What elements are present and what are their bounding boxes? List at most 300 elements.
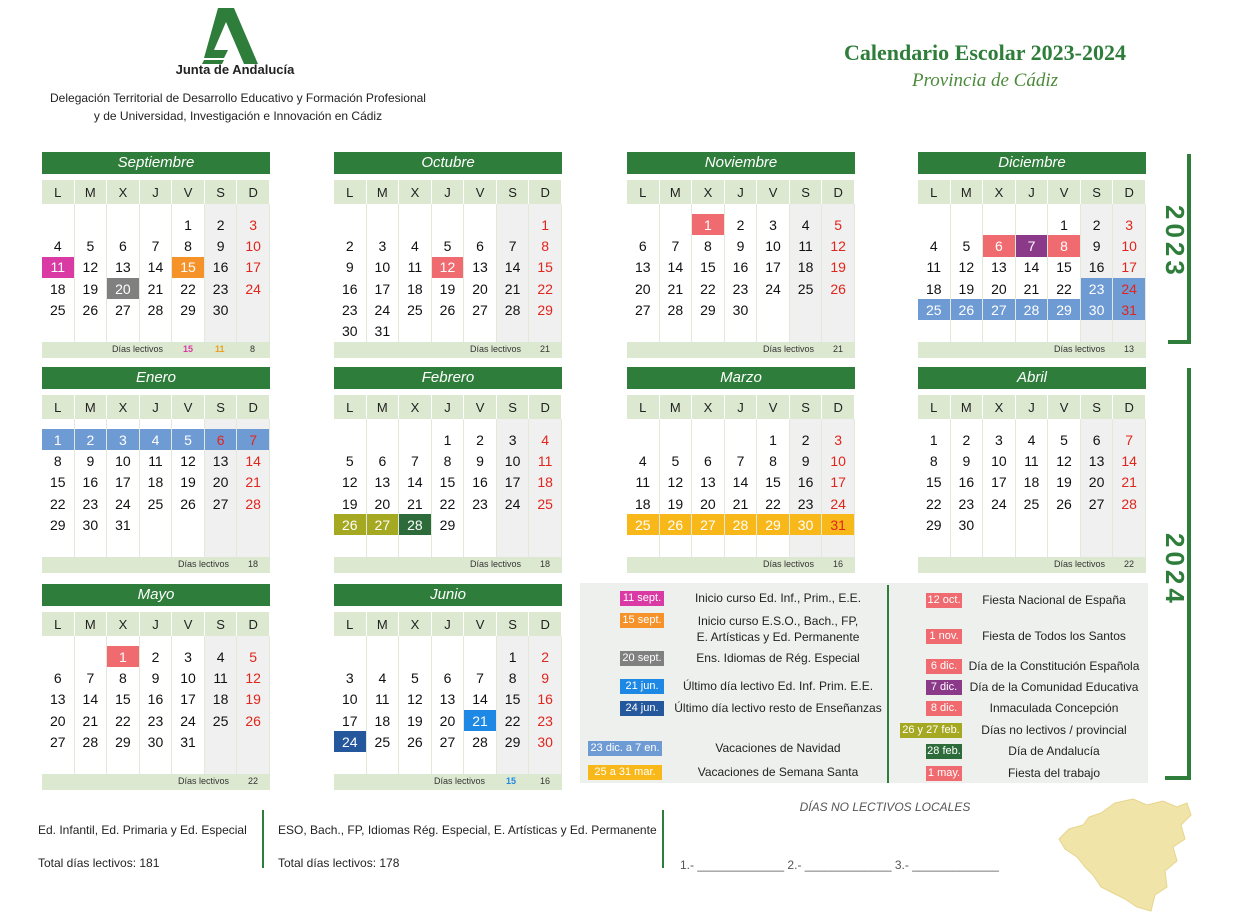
legend-tag: 23 dic. a 7 en. — [588, 741, 662, 756]
day-cell: 22 — [42, 493, 75, 514]
empty-cell — [140, 214, 173, 235]
empty-cell — [432, 320, 465, 341]
day-cell: 25 — [399, 299, 432, 320]
days-lective-label: Días lectivos — [1054, 558, 1106, 569]
spacer — [464, 636, 497, 646]
empty-cell — [497, 752, 530, 773]
legend-tag: 26 y 27 feb. — [900, 723, 962, 738]
day-cell: 30 — [334, 320, 367, 341]
empty-cell — [205, 320, 238, 341]
spacer — [918, 204, 951, 214]
day-cell: 19 — [334, 493, 367, 514]
empty-cell — [432, 752, 465, 773]
empty-cell — [399, 646, 432, 667]
day-cell: 3 — [367, 235, 400, 256]
legend-text: Fiesta de Todos los Santos — [982, 629, 1126, 643]
empty-cell — [529, 752, 562, 773]
spacer — [497, 204, 530, 214]
legend-text: Último día lectivo Ed. Inf. Prim. E.E. — [682, 679, 874, 693]
days-lective-count: 21 — [833, 343, 844, 354]
days-lective-count: 18 — [540, 558, 551, 569]
empty-cell — [75, 535, 108, 556]
spacer — [75, 419, 108, 429]
weekday-label: D — [529, 395, 562, 419]
legend-text: Fiesta Nacional de España — [982, 593, 1126, 607]
day-cell: 21 — [237, 472, 270, 493]
year-bracket-2024-foot — [1165, 776, 1191, 780]
empty-cell — [432, 214, 465, 235]
spacer — [497, 419, 530, 429]
days-lective-count: 18 — [248, 558, 259, 569]
empty-cell — [627, 429, 660, 450]
legend-tag: 21 jun. — [620, 679, 664, 694]
day-cell: 18 — [367, 710, 400, 731]
legend-tag: 7 dic. — [926, 680, 962, 695]
day-cell: 26 — [660, 514, 693, 535]
weekday-label: D — [822, 180, 855, 204]
day-cell: 22 — [497, 710, 530, 731]
day-cell: 15 — [529, 257, 562, 278]
day-cell: 20 — [464, 278, 497, 299]
day-cell: 2 — [140, 646, 173, 667]
day-cell: 23 — [725, 278, 758, 299]
day-cell: 8 — [529, 235, 562, 256]
empty-cell — [1113, 514, 1146, 535]
empty-cell — [660, 535, 693, 556]
day-cell: 17 — [1113, 257, 1146, 278]
day-cell: 24 — [757, 278, 790, 299]
day-cell: 24 — [1113, 278, 1146, 299]
day-cell: 2 — [1081, 214, 1114, 235]
day-cell: 15 — [918, 472, 951, 493]
day-cell: 16 — [1081, 257, 1114, 278]
day-cell: 10 — [822, 450, 855, 471]
legend-text: Fiesta del trabajo — [1007, 766, 1101, 780]
day-cell: 9 — [951, 450, 984, 471]
empty-cell — [1113, 535, 1146, 556]
empty-cell — [399, 535, 432, 556]
day-cell: 4 — [790, 214, 823, 235]
day-cell: 14 — [725, 472, 758, 493]
spacer — [334, 204, 367, 214]
legend-text: Día de la Constitución Española — [968, 659, 1140, 673]
spacer — [140, 419, 173, 429]
day-cell: 3 — [822, 429, 855, 450]
day-cell: 9 — [1081, 235, 1114, 256]
empty-cell — [75, 646, 108, 667]
legend-tag: 15 sept. — [620, 613, 664, 628]
day-cell: 2 — [205, 214, 238, 235]
day-cell: 7 — [1113, 429, 1146, 450]
empty-cell — [107, 535, 140, 556]
days-lective-count: 16 — [540, 775, 551, 786]
empty-cell — [334, 429, 367, 450]
day-cell: 12 — [334, 472, 367, 493]
day-cell: 28 — [140, 299, 173, 320]
day-cell: 12 — [399, 689, 432, 710]
day-cell: 26 — [951, 299, 984, 320]
spacer — [1016, 419, 1049, 429]
weekday-label: S — [790, 180, 823, 204]
month-may — [42, 584, 270, 790]
spacer — [140, 636, 173, 646]
day-cell: 14 — [1113, 450, 1146, 471]
day-cell: 14 — [464, 689, 497, 710]
day-cell: 18 — [140, 472, 173, 493]
day-cell: 2 — [464, 429, 497, 450]
day-cell: 28 — [660, 299, 693, 320]
day-cell: 21 — [399, 493, 432, 514]
day-cell: 31 — [172, 731, 205, 752]
day-cell: 27 — [983, 299, 1016, 320]
day-cell: 9 — [464, 450, 497, 471]
day-cell: 17 — [367, 278, 400, 299]
month-title: Junio — [334, 584, 562, 606]
empty-cell — [172, 535, 205, 556]
weekday-label: D — [1113, 180, 1146, 204]
day-cell: 27 — [107, 299, 140, 320]
spacer — [205, 419, 238, 429]
day-cell: 8 — [757, 450, 790, 471]
days-lective-label: Días lectivos — [1054, 343, 1106, 354]
empty-cell — [399, 752, 432, 773]
empty-cell — [464, 646, 497, 667]
spacer — [399, 204, 432, 214]
day-cell: 1 — [757, 429, 790, 450]
day-cell: 22 — [107, 710, 140, 731]
day-cell: 21 — [1113, 472, 1146, 493]
day-cell: 29 — [432, 514, 465, 535]
day-cell: 27 — [205, 493, 238, 514]
spacer — [757, 419, 790, 429]
weekday-label: M — [75, 180, 108, 204]
spacer — [660, 204, 693, 214]
day-cell: 6 — [432, 667, 465, 688]
day-cell: 19 — [660, 493, 693, 514]
empty-cell — [725, 429, 758, 450]
empty-cell — [725, 535, 758, 556]
weekday-label: J — [140, 395, 173, 419]
legend-text: Vacaciones de Semana Santa — [697, 765, 859, 779]
day-cell: 16 — [75, 472, 108, 493]
day-cell: 11 — [140, 450, 173, 471]
footer-divider-2 — [662, 810, 664, 868]
weekday-label: S — [790, 395, 823, 419]
day-cell: 18 — [627, 493, 660, 514]
delegation-line-2: y de Universidad, Investigación e Innovación en Cádiz — [93, 109, 383, 123]
day-cell: 11 — [399, 257, 432, 278]
day-cell: 7 — [497, 235, 530, 256]
day-cell: 22 — [918, 493, 951, 514]
spacer — [172, 204, 205, 214]
local-days-title: DÍAS NO LECTIVOS LOCALES — [799, 800, 971, 814]
weekday-label: M — [75, 612, 108, 636]
day-cell: 19 — [432, 278, 465, 299]
day-cell: 6 — [627, 235, 660, 256]
day-cell: 9 — [725, 235, 758, 256]
weekday-label: V — [172, 180, 205, 204]
day-cell: 23 — [790, 493, 823, 514]
legend-text: Último día lectivo resto de Enseñanzas — [674, 701, 882, 715]
day-cell: 17 — [107, 472, 140, 493]
weekday-label: S — [205, 180, 238, 204]
month-title: Enero — [42, 367, 270, 389]
day-cell: 25 — [140, 493, 173, 514]
day-cell: 20 — [205, 472, 238, 493]
legend-tag: 24 jun. — [620, 701, 664, 716]
day-cell: 24 — [334, 731, 367, 752]
day-cell: 17 — [822, 472, 855, 493]
day-cell: 10 — [334, 689, 367, 710]
weekday-label: J — [725, 180, 758, 204]
weekday-label: V — [172, 395, 205, 419]
days-lective-footer — [918, 557, 1146, 573]
days-lective-label: Días lectivos — [470, 343, 522, 354]
day-cell: 20 — [107, 278, 140, 299]
day-cell: 25 — [367, 731, 400, 752]
day-cell: 17 — [237, 257, 270, 278]
day-cell: 29 — [497, 731, 530, 752]
empty-cell — [334, 535, 367, 556]
day-cell: 6 — [205, 429, 238, 450]
day-cell: 18 — [790, 257, 823, 278]
spacer — [692, 204, 725, 214]
weekday-label: X — [107, 612, 140, 636]
weekday-label: J — [432, 612, 465, 636]
empty-cell — [367, 646, 400, 667]
spacer — [334, 419, 367, 429]
day-cell: 11 — [205, 667, 238, 688]
day-cell: 8 — [172, 235, 205, 256]
weekday-label: L — [627, 395, 660, 419]
calendar-grid — [334, 180, 562, 358]
day-cell: 9 — [75, 450, 108, 471]
day-cell: 10 — [237, 235, 270, 256]
day-cell: 26 — [75, 299, 108, 320]
day-cell: 11 — [918, 257, 951, 278]
spacer — [725, 419, 758, 429]
day-cell: 13 — [432, 689, 465, 710]
weekday-label: X — [399, 612, 432, 636]
day-cell: 22 — [172, 278, 205, 299]
legend-text: Día de Andalucía — [1008, 744, 1100, 758]
weekday-label: X — [399, 180, 432, 204]
spacer — [1016, 204, 1049, 214]
month-title: Mayo — [42, 584, 270, 606]
day-cell: 8 — [432, 450, 465, 471]
weekday-label: S — [497, 395, 530, 419]
legend-text: Día de la Comunidad Educativa — [969, 680, 1139, 694]
year-label-2024: 2024 — [1160, 533, 1190, 607]
calendar-grid — [918, 180, 1146, 358]
calendar-grid — [42, 180, 270, 358]
weekday-label: J — [432, 180, 465, 204]
day-cell: 4 — [627, 450, 660, 471]
day-cell: 16 — [529, 689, 562, 710]
legend-tag: 6 dic. — [926, 659, 962, 674]
day-cell: 15 — [757, 472, 790, 493]
day-cell: 4 — [140, 429, 173, 450]
weekday-label: D — [237, 180, 270, 204]
spacer — [334, 636, 367, 646]
weekday-label: V — [1048, 395, 1081, 419]
spacer — [529, 204, 562, 214]
legend-text: Inicio curso E.S.O., Bach., FP, E. Artísticas y Ed. Permanente — [696, 614, 860, 644]
day-cell: 30 — [951, 514, 984, 535]
empty-cell — [399, 214, 432, 235]
month-january — [42, 367, 270, 573]
day-cell: 21 — [497, 278, 530, 299]
spacer — [42, 636, 75, 646]
weekday-label: L — [918, 395, 951, 419]
empty-cell — [75, 320, 108, 341]
day-cell: 26 — [822, 278, 855, 299]
day-cell: 7 — [399, 450, 432, 471]
day-cell: 5 — [334, 450, 367, 471]
day-cell: 3 — [237, 214, 270, 235]
day-cell: 28 — [1016, 299, 1049, 320]
footer-col1-total: Total días lectivos: 181 — [38, 856, 160, 870]
day-cell: 6 — [367, 450, 400, 471]
spacer — [822, 204, 855, 214]
spacer — [107, 419, 140, 429]
day-cell: 24 — [497, 493, 530, 514]
spacer — [627, 204, 660, 214]
spacer — [107, 204, 140, 214]
day-cell: 30 — [725, 299, 758, 320]
empty-cell — [367, 429, 400, 450]
days-lective-footer — [42, 774, 270, 790]
day-cell: 9 — [790, 450, 823, 471]
day-cell: 16 — [205, 257, 238, 278]
day-cell: 29 — [172, 299, 205, 320]
day-cell: 25 — [918, 299, 951, 320]
day-cell: 16 — [951, 472, 984, 493]
day-cell: 8 — [1048, 235, 1081, 256]
spacer — [237, 204, 270, 214]
day-cell: 19 — [172, 472, 205, 493]
empty-cell — [627, 214, 660, 235]
empty-cell — [464, 320, 497, 341]
day-cell: 25 — [42, 299, 75, 320]
day-cell: 2 — [334, 235, 367, 256]
days-lective-count: 22 — [1124, 558, 1135, 569]
day-cell: 29 — [918, 514, 951, 535]
weekday-label: V — [172, 612, 205, 636]
empty-cell — [464, 752, 497, 773]
empty-cell — [334, 214, 367, 235]
empty-cell — [172, 752, 205, 773]
day-cell: 10 — [172, 667, 205, 688]
day-cell: 4 — [399, 235, 432, 256]
spacer — [790, 419, 823, 429]
day-cell: 22 — [432, 493, 465, 514]
month-title: Octubre — [334, 152, 562, 174]
day-cell: 24 — [172, 710, 205, 731]
empty-cell — [1016, 535, 1049, 556]
weekday-label: M — [367, 180, 400, 204]
day-cell: 3 — [334, 667, 367, 688]
weekday-label: D — [822, 395, 855, 419]
weekday-label: S — [497, 612, 530, 636]
day-cell: 4 — [529, 429, 562, 450]
empty-cell — [951, 535, 984, 556]
day-cell: 10 — [983, 450, 1016, 471]
day-cell: 20 — [983, 278, 1016, 299]
spacer — [983, 419, 1016, 429]
weekday-label: J — [725, 395, 758, 419]
calendar-grid — [627, 395, 855, 573]
year-label-2023: 2023 — [1160, 205, 1190, 279]
day-cell: 29 — [107, 731, 140, 752]
empty-cell — [951, 214, 984, 235]
day-cell: 30 — [529, 731, 562, 752]
day-cell: 6 — [983, 235, 1016, 256]
day-cell: 31 — [822, 514, 855, 535]
calendar-grid — [334, 395, 562, 573]
day-cell: 23 — [529, 710, 562, 731]
day-cell: 2 — [951, 429, 984, 450]
month-april — [918, 367, 1146, 573]
delegation-line-1: Delegación Territorial de Desarrollo Educativo y Formación Profesional — [50, 91, 426, 105]
day-cell: 7 — [660, 235, 693, 256]
day-cell: 23 — [140, 710, 173, 731]
empty-cell — [692, 429, 725, 450]
empty-cell — [140, 320, 173, 341]
day-cell: 12 — [237, 667, 270, 688]
empty-cell — [205, 535, 238, 556]
day-cell: 18 — [205, 689, 238, 710]
weekday-label: X — [692, 395, 725, 419]
day-cell: 17 — [172, 689, 205, 710]
local-days-blanks[interactable]: 1.- _____________ 2.- _____________ 3.- _____________ — [680, 858, 999, 872]
weekday-label: S — [1081, 395, 1114, 419]
empty-cell — [367, 535, 400, 556]
weekday-label: L — [42, 180, 75, 204]
legend-divider — [887, 585, 889, 783]
spacer — [42, 204, 75, 214]
empty-cell — [237, 535, 270, 556]
day-cell: 3 — [983, 429, 1016, 450]
days-lective-label: Días lectivos — [434, 775, 486, 786]
day-cell: 30 — [140, 731, 173, 752]
day-cell: 24 — [822, 493, 855, 514]
empty-cell — [497, 214, 530, 235]
calendar-grid — [334, 612, 562, 790]
empty-cell — [497, 514, 530, 535]
day-cell: 14 — [140, 257, 173, 278]
empty-cell — [140, 535, 173, 556]
day-cell: 3 — [757, 214, 790, 235]
legend-tag: 20 sept. — [620, 651, 664, 666]
spacer — [918, 419, 951, 429]
day-cell: 8 — [692, 235, 725, 256]
day-cell: 16 — [140, 689, 173, 710]
day-cell: 1 — [918, 429, 951, 450]
spacer — [107, 636, 140, 646]
empty-cell — [237, 320, 270, 341]
weekday-label: X — [983, 395, 1016, 419]
day-cell: 1 — [42, 429, 75, 450]
empty-cell — [983, 514, 1016, 535]
day-cell: 18 — [918, 278, 951, 299]
day-cell: 18 — [529, 472, 562, 493]
day-cell: 4 — [367, 667, 400, 688]
legend-text: Ens. Idiomas de Rég. Especial — [696, 651, 860, 665]
day-cell: 26 — [1048, 493, 1081, 514]
legend-tag: 1 may. — [927, 767, 961, 779]
day-cell: 27 — [692, 514, 725, 535]
